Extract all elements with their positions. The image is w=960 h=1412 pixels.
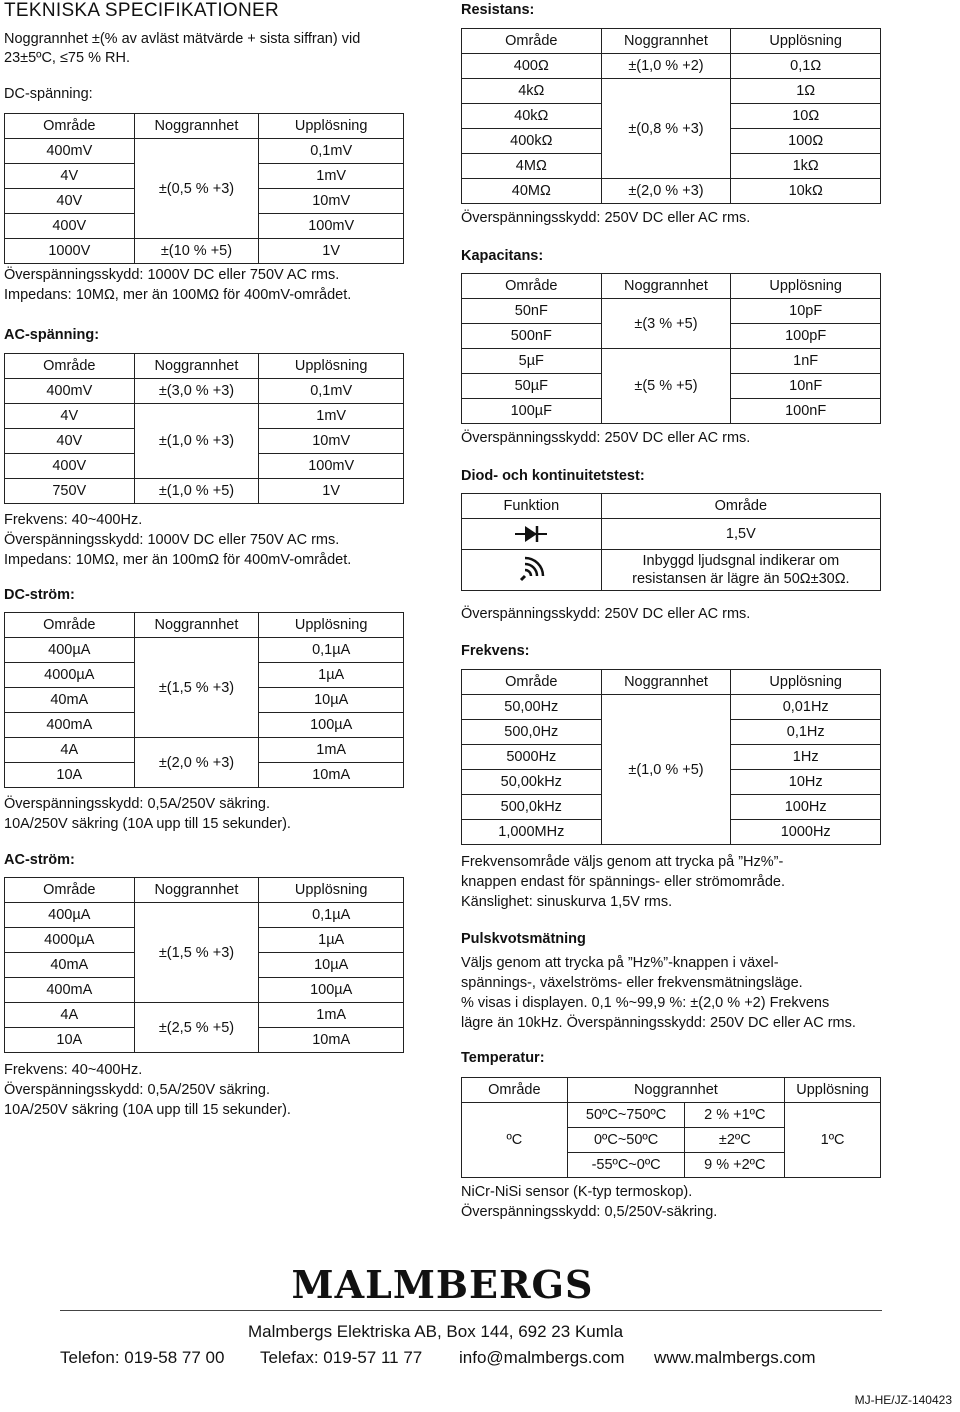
capacitance-heading: Kapacitans:: [461, 248, 544, 264]
header-resolution: Upplösning: [731, 670, 881, 695]
range-cell: 10A: [5, 1028, 135, 1053]
duty-line: lägre än 10kHz. Överspänningsskydd: 250V DC eller AC rms.: [461, 1015, 856, 1031]
accuracy-cell: ±(1,0 % +3): [134, 404, 259, 479]
header-resolution: Upplösning: [259, 613, 404, 638]
resolution-cell: 10mA: [259, 1028, 404, 1053]
temperature-table: [461, 1077, 881, 1178]
resistance-note: Överspänningsskydd: 250V DC eller AC rms.: [461, 210, 751, 226]
resolution-cell: 0,1mV: [259, 379, 404, 404]
resolution-cell: 10Ω: [731, 104, 881, 129]
resolution-cell: 1mA: [259, 738, 404, 763]
range-cell: 4000µA: [5, 663, 135, 688]
ac-voltage-note: Impedans: 10MΩ, mer än 100mΩ för 400mV-området.: [4, 552, 352, 568]
header-range: Område: [462, 274, 602, 299]
range-cell: 4A: [5, 738, 135, 763]
intro-line-2: 23±5ºC, ≤75 % RH.: [4, 50, 130, 66]
ac-current-note: Frekvens: 40~400Hz.: [4, 1062, 143, 1078]
capacitance-table: [461, 273, 881, 424]
ac-voltage-note: Frekvens: 40~400Hz.: [4, 512, 143, 528]
range-cell: 40mA: [5, 688, 135, 713]
range-cell: 400Ω: [462, 54, 602, 79]
header-accuracy: Noggrannhet: [134, 114, 259, 139]
range-cell: 10A: [5, 763, 135, 788]
resolution-cell: 0,1Ω: [731, 54, 881, 79]
accuracy-cell: 2 % +1ºC: [685, 1103, 785, 1128]
accuracy-cell: ±(0,5 % +3): [134, 139, 259, 239]
header-resolution: Upplösning: [785, 1078, 881, 1103]
range-cell: 1,000MHz: [462, 820, 602, 845]
resistance-table: [461, 28, 881, 204]
range-cell: 500nF: [462, 324, 602, 349]
range-cell: 4kΩ: [462, 79, 602, 104]
range-cell: 4V: [5, 404, 135, 429]
accuracy-cell: ±(3 % +5): [601, 299, 731, 349]
range-cell: 0ºC~50ºC: [567, 1128, 685, 1153]
header-range: Område: [5, 613, 135, 638]
page-title: TEKNISKA SPECIFIKATIONER: [4, 0, 280, 21]
resolution-cell: 100mV: [259, 454, 404, 479]
header-resolution: Upplösning: [259, 114, 404, 139]
dc-current-table: [4, 612, 404, 788]
resolution-cell: 10nF: [731, 374, 881, 399]
dc-voltage-heading: DC-spänning:: [4, 86, 93, 102]
resolution-cell: 100pF: [731, 324, 881, 349]
company-logo: MALMBERGS: [291, 1262, 594, 1307]
accuracy-cell: ±(1,5 % +3): [134, 638, 259, 738]
range-cell: 4000µA: [5, 928, 135, 953]
range-cell: 5µF: [462, 349, 602, 374]
temperature-note: NiCr-NiSi sensor (K-typ termoskop).: [461, 1184, 693, 1200]
range-cell: 50,00Hz: [462, 695, 602, 720]
resolution-cell: 1000Hz: [731, 820, 881, 845]
accuracy-cell: ±(2,5 % +5): [134, 1003, 259, 1053]
dc-current-note: Överspänningsskydd: 0,5A/250V säkring.: [4, 796, 270, 812]
range-cell: 400µA: [5, 903, 135, 928]
accuracy-cell: ±2ºC: [685, 1128, 785, 1153]
dc-voltage-table: [4, 113, 404, 264]
header-range: Område: [462, 29, 602, 54]
range-cell: 40V: [5, 189, 135, 214]
continuity-line: Inbyggd ljudsgnal indikerar om: [642, 553, 840, 569]
header-accuracy: Noggrannhet: [601, 274, 731, 299]
resolution-cell: 1µA: [259, 663, 404, 688]
ac-voltage-note: Överspänningsskydd: 1000V DC eller 750V AC rms.: [4, 532, 340, 548]
duty-line: spännings-, växelströms- eller frekvensmätningsläge.: [461, 975, 803, 991]
header-accuracy: Noggrannhet: [134, 613, 259, 638]
ac-current-heading: AC-ström:: [4, 852, 75, 868]
accuracy-cell: ±(1,5 % +3): [134, 903, 259, 1003]
resolution-cell: 1V: [259, 479, 404, 504]
header-accuracy: Noggrannhet: [134, 354, 259, 379]
diode-icon: [462, 519, 602, 550]
range-cell: 500,0kHz: [462, 795, 602, 820]
header-accuracy: Noggrannhet: [601, 670, 731, 695]
resolution-cell: 100µA: [259, 713, 404, 738]
diode-table: [461, 493, 881, 591]
diode-range: 1,5V: [601, 519, 880, 550]
resolution-cell: 1µA: [259, 928, 404, 953]
resolution-cell: 100Ω: [731, 129, 881, 154]
range-cell: 400mV: [5, 379, 135, 404]
duty-line: Väljs genom att trycka på ”Hz%”-knappen i växel-: [461, 955, 779, 971]
duty-heading: Pulskvotsmätning: [461, 931, 586, 947]
header-function: Funktion: [462, 494, 602, 519]
accuracy-cell: ±(1,0 % +5): [134, 479, 259, 504]
range-cell: 400mV: [5, 139, 135, 164]
resolution-cell: 100Hz: [731, 795, 881, 820]
range-cell: 500,0Hz: [462, 720, 602, 745]
header-accuracy: Noggrannhet: [134, 878, 259, 903]
resolution-cell: 100µA: [259, 978, 404, 1003]
resolution-cell: 0,01Hz: [731, 695, 881, 720]
range-cell: 40MΩ: [462, 179, 602, 204]
range-cell: 40kΩ: [462, 104, 602, 129]
resolution-cell: 10Hz: [731, 770, 881, 795]
resolution-cell: 0,1µA: [259, 638, 404, 663]
header-range: Område: [462, 1078, 568, 1103]
diode-note: Överspänningsskydd: 250V DC eller AC rms.: [461, 606, 751, 622]
resolution-cell: 0,1µA: [259, 903, 404, 928]
accuracy-cell: ±(10 % +5): [134, 239, 259, 264]
resolution-cell: 10mV: [259, 429, 404, 454]
temperature-note: Överspänningsskydd: 0,5/250V-säkring.: [461, 1204, 718, 1220]
company-phone: Telefon: 019-58 77 00: [60, 1348, 225, 1367]
continuity-line: resistansen är lägre än 50Ω±30Ω.: [632, 571, 850, 587]
company-fax: Telefax: 019-57 11 77: [260, 1348, 423, 1367]
header-resolution: Upplösning: [259, 878, 404, 903]
resolution-cell: 10µA: [259, 688, 404, 713]
company-address: Malmbergs Elektriska AB, Box 144, 692 23 Kumla: [248, 1322, 624, 1341]
accuracy-cell: ±(1,0 % +2): [601, 54, 731, 79]
footer-divider: [60, 1310, 882, 1311]
range-cell: 4V: [5, 164, 135, 189]
range-cell: 40V: [5, 429, 135, 454]
resolution-cell: 0,1mV: [259, 139, 404, 164]
header-range: Område: [462, 670, 602, 695]
accuracy-cell: ±(2,0 % +3): [601, 179, 731, 204]
accuracy-cell: ±(0,8 % +3): [601, 79, 731, 179]
temperature-heading: Temperatur:: [461, 1050, 545, 1066]
diode-heading: Diod- och kontinuitetstest:: [461, 468, 645, 484]
frequency-heading: Frekvens:: [461, 643, 530, 659]
accuracy-cell: ±(5 % +5): [601, 349, 731, 424]
range-cell: 100µF: [462, 399, 602, 424]
dc-voltage-note: Impedans: 10MΩ, mer än 100MΩ för 400mV-området.: [4, 287, 352, 303]
header-range: Område: [5, 354, 135, 379]
capacitance-note: Överspänningsskydd: 250V DC eller AC rms.: [461, 430, 751, 446]
frequency-table: [461, 669, 881, 845]
accuracy-cell: ±(1,0 % +5): [601, 695, 731, 845]
header-resolution: Upplösning: [259, 354, 404, 379]
resolution-cell: 1Hz: [731, 745, 881, 770]
frequency-note: Frekvensområde väljs genom att trycka på ”Hz%”-: [461, 854, 784, 870]
range-cell: 50µF: [462, 374, 602, 399]
range-cell: 400V: [5, 454, 135, 479]
frequency-note: Känslighet: sinuskurva 1,5V rms.: [461, 894, 673, 910]
dc-current-heading: DC-ström:: [4, 587, 75, 603]
header-range: Område: [5, 114, 135, 139]
continuity-description: [601, 550, 880, 591]
duty-line: % visas i displayen. 0,1 %~99,9 %: ±(2,0 % +2) Frekvens: [461, 995, 830, 1011]
header-resolution: Upplösning: [731, 274, 881, 299]
header-accuracy: Noggrannhet: [567, 1078, 784, 1103]
range-cell: -55ºC~0ºC: [567, 1153, 685, 1178]
header-range: Område: [601, 494, 880, 519]
range-cell: 40mA: [5, 953, 135, 978]
resolution-cell: 10pF: [731, 299, 881, 324]
dc-current-note: 10A/250V säkring (10A upp till 15 sekunder).: [4, 816, 291, 832]
accuracy-cell: ±(3,0 % +3): [134, 379, 259, 404]
header-resolution: Upplösning: [731, 29, 881, 54]
resistance-heading: Resistans:: [461, 2, 535, 18]
ac-current-note: 10A/250V säkring (10A upp till 15 sekunder).: [4, 1102, 291, 1118]
resolution-cell: 1ºC: [785, 1103, 881, 1178]
resolution-cell: 10kΩ: [731, 179, 881, 204]
header-accuracy: Noggrannhet: [601, 29, 731, 54]
accuracy-cell: ±(2,0 % +3): [134, 738, 259, 788]
resolution-cell: 0,1Hz: [731, 720, 881, 745]
range-cell: 50nF: [462, 299, 602, 324]
frequency-note: knappen endast för spännings- eller strömområde.: [461, 874, 786, 890]
temperature-unit: ºC: [462, 1103, 568, 1178]
range-cell: 50ºC~750ºC: [567, 1103, 685, 1128]
resolution-cell: 10µA: [259, 953, 404, 978]
resolution-cell: 100nF: [731, 399, 881, 424]
resolution-cell: 1V: [259, 239, 404, 264]
resolution-cell: 1nF: [731, 349, 881, 374]
resolution-cell: 10mV: [259, 189, 404, 214]
range-cell: 400mA: [5, 978, 135, 1003]
document-code: MJ-HE/JZ-140423: [854, 1393, 952, 1407]
dc-voltage-note: Överspänningsskydd: 1000V DC eller 750V AC rms.: [4, 267, 340, 283]
range-cell: 5000Hz: [462, 745, 602, 770]
sound-icon: [462, 550, 602, 591]
range-cell: 4A: [5, 1003, 135, 1028]
company-email[interactable]: info@malmbergs.com: [459, 1348, 625, 1367]
range-cell: 1000V: [5, 239, 135, 264]
ac-voltage-heading: AC-spänning:: [4, 327, 100, 343]
ac-current-note: Överspänningsskydd: 0,5A/250V säkring.: [4, 1082, 270, 1098]
ac-current-table: [4, 877, 404, 1053]
resolution-cell: 100mV: [259, 214, 404, 239]
resolution-cell: 1mV: [259, 404, 404, 429]
range-cell: 4MΩ: [462, 154, 602, 179]
range-cell: 400µA: [5, 638, 135, 663]
range-cell: 400mA: [5, 713, 135, 738]
resolution-cell: 1mV: [259, 164, 404, 189]
intro-line-1: Noggrannhet ±(% av avläst mätvärde + sista siffran) vid: [4, 31, 361, 47]
resolution-cell: 1Ω: [731, 79, 881, 104]
range-cell: 750V: [5, 479, 135, 504]
ac-voltage-table: [4, 353, 404, 504]
range-cell: 50,00kHz: [462, 770, 602, 795]
resolution-cell: 1mA: [259, 1003, 404, 1028]
range-cell: 400V: [5, 214, 135, 239]
range-cell: 400kΩ: [462, 129, 602, 154]
header-range: Område: [5, 878, 135, 903]
company-website[interactable]: www.malmbergs.com: [654, 1348, 816, 1367]
resolution-cell: 1kΩ: [731, 154, 881, 179]
accuracy-cell: 9 % +2ºC: [685, 1153, 785, 1178]
resolution-cell: 10mA: [259, 763, 404, 788]
